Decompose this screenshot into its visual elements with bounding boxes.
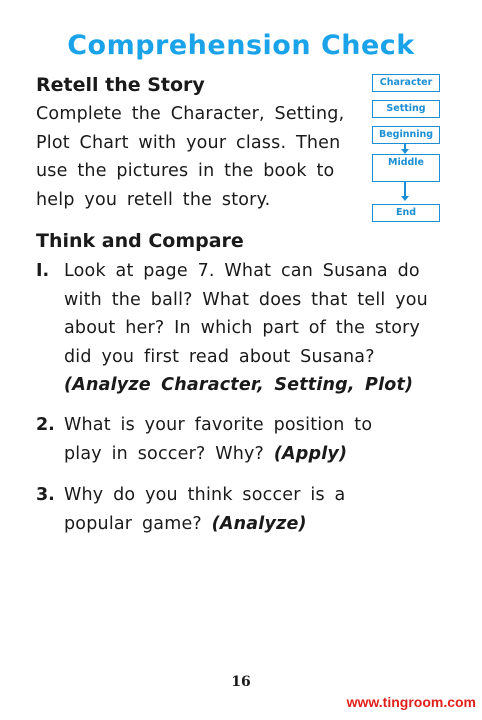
question-1: [64, 257, 454, 400]
question-text: Look at page 7. What can Susana do with the ball? What does that tell you about her? In which part of the story did you first read about Susana?: [64, 261, 428, 367]
compare-heading: Think and Compare: [36, 230, 244, 252]
question-tag: (Analyze Character, Setting, Plot): [64, 375, 414, 395]
retell-text: Complete the Character, Setting, Plot Chart with your class. Then use the pictures in the book to help you retell the story.: [36, 104, 345, 210]
question-number: 3.: [36, 485, 55, 505]
retell-heading: Retell the Story: [36, 74, 205, 96]
question-3: [64, 481, 374, 538]
question-number: I.: [36, 261, 50, 281]
chart-box-character: Character: [372, 74, 440, 92]
question-tag: (Apply): [273, 443, 348, 464]
plot-chart: [372, 74, 442, 224]
question-number: 2.: [36, 415, 55, 435]
question-2: [64, 411, 394, 468]
question-text: Why do you think soccer is a popular game?: [64, 485, 346, 534]
chart-box-end: End: [372, 204, 440, 222]
question-tag: (Analyze): [211, 513, 307, 534]
question-text: What is your favorite position to play in soccer? Why?: [64, 415, 373, 464]
chart-box-middle: Middle: [372, 154, 440, 182]
watermark: www.tingroom.com: [346, 694, 476, 710]
chart-box-setting: Setting: [372, 100, 440, 118]
chart-box-beginning: Beginning: [372, 126, 440, 144]
page-number: 16: [231, 674, 251, 690]
page-title: Comprehension Check: [67, 30, 415, 61]
